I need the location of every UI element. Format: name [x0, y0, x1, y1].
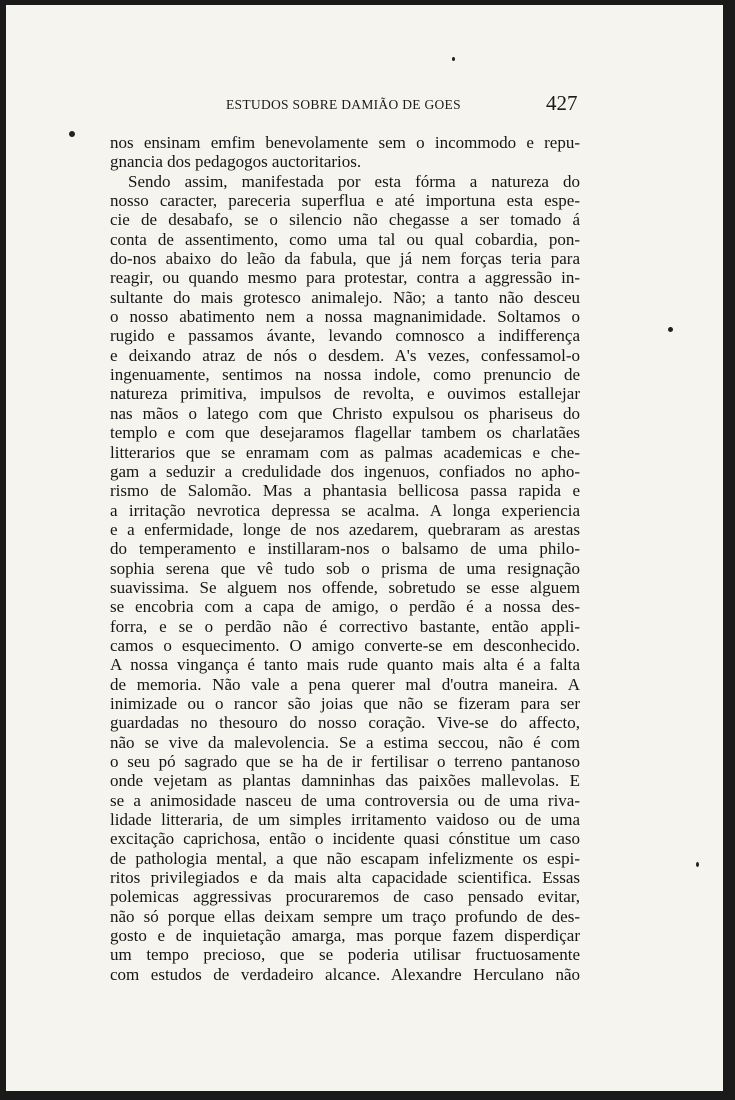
text-line: de memoria. Não vale a pena querer mal d'outra maneira. A: [110, 674, 580, 694]
text-line: com estudos de verdadeiro alcance. Alexandre Herculano não: [110, 964, 580, 984]
text-line: gosto e de inquietação amarga, mas porque fazem disperdiçar: [110, 926, 580, 946]
ink-speck: [69, 131, 75, 137]
page-header: [6, 91, 723, 121]
text-line: inimizade ou o rancor são joias que não se fizeram para ser: [110, 693, 580, 713]
text-line: templo e com que desejaramos flagellar tambem os charlatães: [110, 423, 580, 443]
text-line: e a enfermidade, longe de nos azedarem, quebraram as arestas: [110, 519, 580, 539]
ink-speck: [668, 327, 673, 332]
text-line: polemicas aggressivas procuraremos de caso pensado evitar,: [110, 887, 580, 907]
text-line: A nossa vingança é tanto mais rude quanto mais alta é a falta: [110, 655, 580, 675]
text-line: do-nos abaixo do leão da fabula, que já nem forças teria para: [110, 249, 580, 269]
text-line: rugido e passamos ávante, levando comnosco a indifferença: [110, 326, 580, 346]
text-line: se encobria com a capa de amigo, o perdão é a nossa des-: [110, 597, 580, 617]
text-line: onde vejetam as plantas damninhas das paixões mallevolas. E: [110, 771, 580, 791]
text-line: nos ensinam emfim benevolamente sem o incommodo e repu-: [110, 133, 580, 152]
text-line: conta de assentimento, como uma tal ou qual cobardia, pon-: [110, 229, 580, 249]
page-number: 427: [546, 91, 578, 115]
text-line: e deixando atraz de nós o desdem. A's vezes, confessamol-o: [110, 345, 580, 365]
text-line: do temperamento e instillaram-nos o balsamo de uma philo-: [110, 539, 580, 559]
text-line: não se vive da malevolencia. Se a estima seccou, não é com: [110, 732, 580, 752]
text-line: sophia serena que vê tudo sob o prisma de uma resignação: [110, 558, 580, 578]
book-page: [6, 5, 723, 1091]
text-line: um tempo precioso, que se poderia utilisar fructuosamente: [110, 945, 580, 965]
body-text: [110, 133, 580, 984]
running-head: ESTUDOS SOBRE DAMIÃO DE GOES: [226, 97, 461, 112]
ink-speck: [452, 57, 455, 61]
text-line: ingenuamente, sentimos na nossa indole, como prenuncio de: [110, 365, 580, 385]
text-line: o nosso abatimento nem a nossa magnanimidade. Soltamos o: [110, 307, 580, 327]
text-line: forra, e se o perdão não é correctivo bastante, então appli-: [110, 616, 580, 636]
text-line: rismo de Salomão. Mas a phantasia bellicosa passa rapida e: [110, 481, 580, 501]
text-line: não só porque ellas deixam sempre um traço profundo de des-: [110, 906, 580, 926]
text-line: reagir, ou quando mesmo para protestar, contra a aggressão in-: [110, 268, 580, 288]
text-line: gam a seduzir a credulidade dos ingenuos, confiados no apho-: [110, 461, 580, 481]
text-line: camos o esquecimento. O amigo converte-se em desconhecido.: [110, 635, 580, 655]
text-line: litterarios que se enramam com as palmas academicas e che-: [110, 442, 580, 462]
text-line: guardadas no thesouro do nosso coração. Vive-se do affecto,: [110, 713, 580, 733]
text-line: a irritação nevrotica depressa se acalma. A longa experiencia: [110, 500, 580, 520]
text-line: nosso caracter, pareceria superflua e até importuna esta espe-: [110, 191, 580, 211]
text-line: sultante do mais grotesco animalejo. Não; a tanto não desceu: [110, 287, 580, 307]
text-line: nas mãos o latego com que Christo expulsou os phariseus do: [110, 403, 580, 423]
text-line: se a animosidade nasceu de uma controversia ou de uma riva-: [110, 790, 580, 810]
text-line: suavissima. Se alguem nos offende, sobretudo se esse alguem: [110, 577, 580, 597]
text-line: excitação caprichosa, então o incidente quasi cónstitue um caso: [110, 829, 580, 849]
text-line: natureza primitiva, impulsos de revolta, e ouvimos estallejar: [110, 384, 580, 404]
paragraph-first-line: Sendo assim, manifestada por esta fórma a natureza do: [128, 171, 580, 191]
text-line: ritos privilegiados e da mais alta capacidade scientifica. Essas: [110, 868, 580, 888]
text-line: o seu pó sagrado que se ha de ir fertilisar o terreno pantanoso: [110, 752, 580, 771]
text-line: de pathologia mental, a que não escapam infelizmente os espi-: [110, 848, 580, 868]
text-line: cie de desabafo, se o silencio não chegasse a ser tomado á: [110, 210, 580, 230]
text-line: lidade litteraria, de um simples irritamento vaidoso ou de uma: [110, 810, 580, 830]
ink-speck: [696, 862, 699, 867]
text-line: gnancia dos pedagogos auctoritarios.: [110, 152, 362, 172]
